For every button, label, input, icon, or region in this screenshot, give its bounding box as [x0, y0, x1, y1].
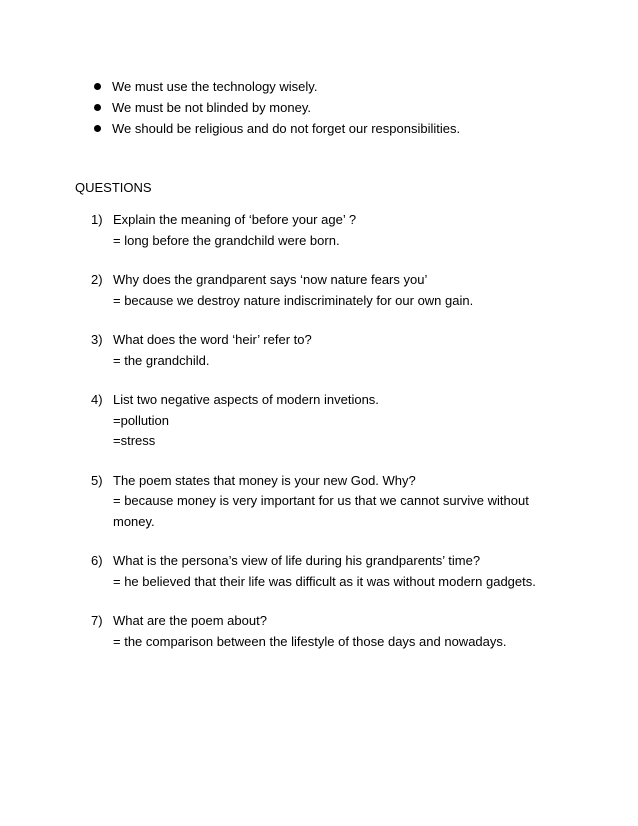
answer-line: =pollution: [113, 412, 170, 428]
questions-list: [91, 210, 591, 671]
answer-line: = because we destroy nature indiscriminately for our own gain.: [113, 292, 474, 308]
bullet-item: [92, 76, 592, 97]
question-text: Why does the grandparent says ‘now nature fears you’: [113, 272, 428, 287]
bullet-list: [92, 76, 592, 139]
bullet-item: [92, 118, 592, 139]
question-item: [91, 551, 591, 592]
question-text: The poem states that money is your new God. Why?: [113, 472, 416, 488]
question-number: 5): [91, 472, 103, 488]
question-number: 2): [91, 272, 103, 287]
question-number: 1): [91, 212, 103, 227]
bullet-text: We must be not blinded by money.: [112, 100, 311, 115]
question-item: [91, 611, 591, 652]
bullet-text: We should be religious and do not forget our responsibilities.: [112, 121, 461, 136]
answer-line: = he believed that their life was difficult as it was without modern gadgets.: [113, 573, 536, 589]
question-text: What is the persona’s view of life during his grandparents’ time?: [113, 553, 481, 568]
question-number: 3): [91, 332, 103, 347]
question-text: What are the poem about?: [113, 613, 267, 628]
question-item: [91, 330, 591, 371]
question-item: [91, 390, 591, 452]
question-number: 7): [91, 613, 103, 628]
question-text: What does the word ‘heir’ refer to?: [113, 332, 312, 347]
answer-line: =stress: [113, 433, 156, 448]
question-text: Explain the meaning of ‘before your age’ ?: [113, 212, 357, 227]
question-text: List two negative aspects of modern invetions.: [113, 392, 379, 407]
question-item: [91, 471, 591, 533]
question-number: 6): [91, 553, 103, 568]
answer-line: = the comparison between the lifestyle of those days and nowadays.: [113, 633, 507, 649]
question-item: [91, 210, 591, 251]
answer-line: = because money is very important for us that we cannot survive without: [113, 493, 529, 508]
answer-line: money.: [113, 513, 155, 529]
answer-line: = the grandchild.: [113, 352, 210, 368]
bullet-text: We must use the technology wisely.: [112, 79, 318, 94]
questions-heading: QUESTIONS: [75, 180, 152, 195]
bullet-item: [92, 97, 592, 118]
bullet-dot-icon: [94, 125, 101, 132]
bullet-dot-icon: [94, 104, 101, 111]
answer-line: = long before the grandchild were born.: [113, 232, 340, 248]
question-number: 4): [91, 392, 103, 407]
bullet-dot-icon: [94, 83, 101, 90]
question-item: [91, 270, 591, 311]
